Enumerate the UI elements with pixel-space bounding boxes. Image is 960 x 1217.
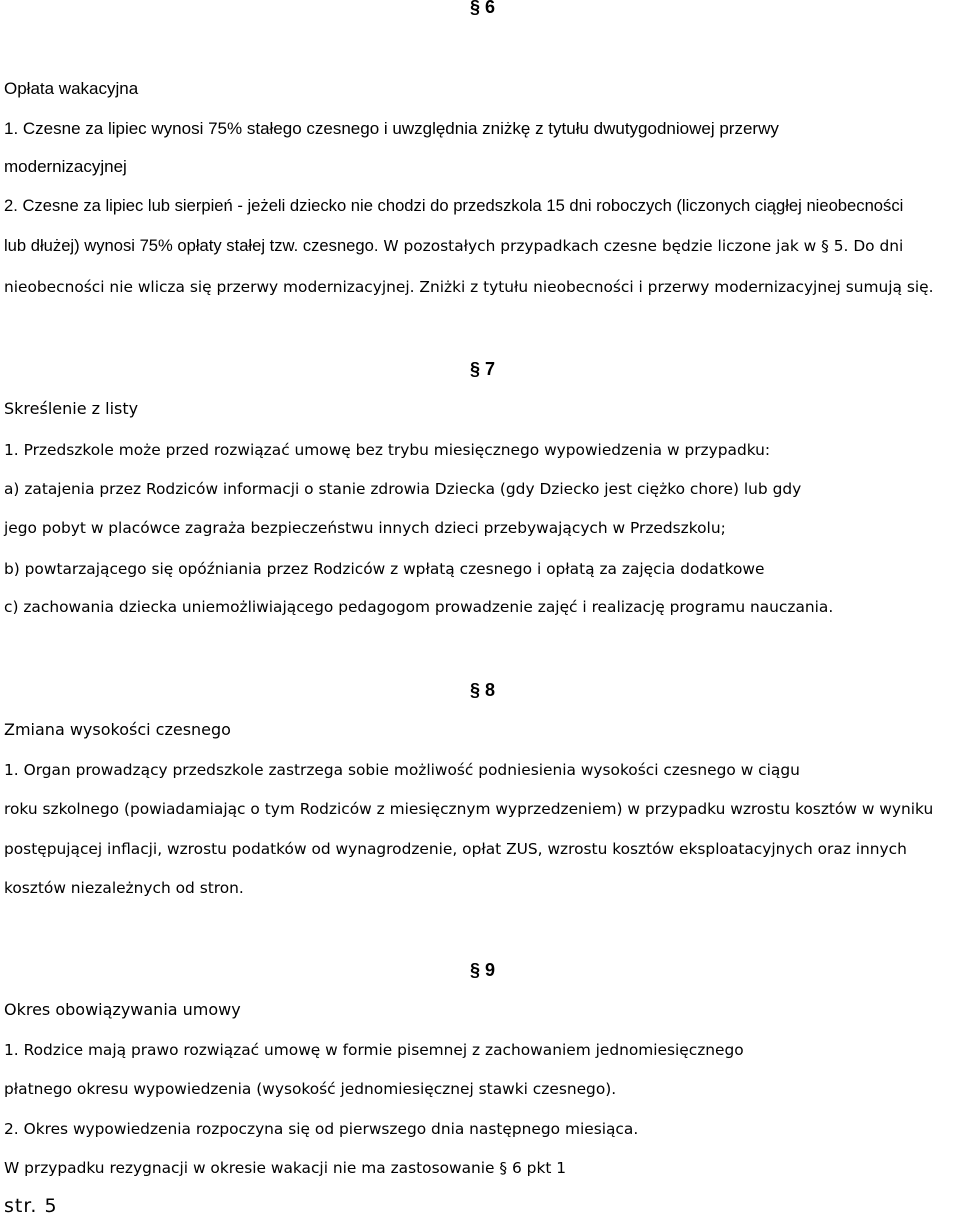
section-mark-7: § 7 [470, 359, 496, 379]
paragraph-line: 2. Czesne za lipiec lub sierpień - jeżeli dziecko nie chodzi do przedszkola 15 dni roboczych (liczonych ciągłej nieobecności [4, 196, 904, 215]
section-mark-9: § 9 [470, 960, 496, 980]
paragraph-line: nieobecności nie wlicza się przerwy modernizacyjnej. Zniżki z tytułu nieobecności i przerwy modernizacyjnej sumują się. [4, 278, 934, 296]
section-title-7: Skreślenie z listy [4, 399, 139, 418]
paragraph-line [4, 236, 903, 256]
section-title-6: Opłata wakacyjna [4, 79, 139, 98]
paragraph-line: b) powtarzającego się opóźniania przez Rodziców z wpłatą czesnego i opłatą za zajęcia dodatkowe [4, 560, 765, 578]
section-title-8: Zmiana wysokości czesnego [4, 720, 231, 739]
paragraph-line: 1. Czesne za lipiec wynosi 75% stałego czesnego i uwzględnia zniżkę z tytułu dwutygodniowej przerwy [4, 119, 779, 138]
paragraph-line: 2. Okres wypowiedzenia rozpoczyna się od pierwszego dnia następnego miesiąca. [4, 1120, 639, 1138]
paragraph-line: a) zatajenia przez Rodziców informacji o stanie zdrowia Dziecka (gdy Dziecko jest ciężko chore) lub gdy [4, 480, 802, 498]
section-mark-6: § 6 [470, 0, 496, 17]
paragraph-fragment: W pozostałych przypadkach czesne będzie liczone jak w § 5. Do dni [378, 237, 904, 255]
page-number: str. 5 [4, 1195, 58, 1217]
paragraph-line: W przypadku rezygnacji w okresie wakacji nie ma zastosowanie § 6 pkt 1 [4, 1159, 567, 1177]
paragraph-line: jego pobyt w placówce zagraża bezpieczeństwu innych dzieci przebywających w Przedszkolu; [4, 519, 726, 537]
paragraph-line: kosztów niezależnych od stron. [4, 879, 244, 897]
section-mark-8: § 8 [470, 680, 496, 700]
section-title-9: Okres obowiązywania umowy [4, 1000, 241, 1019]
paragraph-line: 1. Przedszkole może przed rozwiązać umowę bez trybu miesięcznego wypowiedzenia w przypadku: [4, 441, 771, 459]
paragraph-line: postępującej inflacji, wzrostu podatków od wynagrodzenie, opłat ZUS, wzrostu kosztów eksploatacyjnych oraz innych [4, 840, 907, 858]
paragraph-line: modernizacyjnej [4, 157, 127, 176]
paragraph-line: płatnego okresu wypowiedzenia (wysokość jednomiesięcznej stawki czesnego). [4, 1080, 617, 1098]
paragraph-line: c) zachowania dziecka uniemożliwiającego pedagogom prowadzenie zajęć i realizację programu nauczania. [4, 598, 834, 616]
paragraph-line: roku szkolnego (powiadamiając o tym Rodziców z miesięcznym wyprzedzeniem) w przypadku wzrostu kosztów w wyniku [4, 800, 934, 818]
paragraph-fragment: lub dłużej) wynosi 75% opłaty stałej tzw. czesnego. [4, 236, 379, 255]
paragraph-line: 1. Organ prowadzący przedszkole zastrzega sobie możliwość podniesienia wysokości czesnego w ciągu [4, 761, 800, 779]
paragraph-line: 1. Rodzice mają prawo rozwiązać umowę w formie pisemnej z zachowaniem jednomiesięcznego [4, 1041, 744, 1059]
